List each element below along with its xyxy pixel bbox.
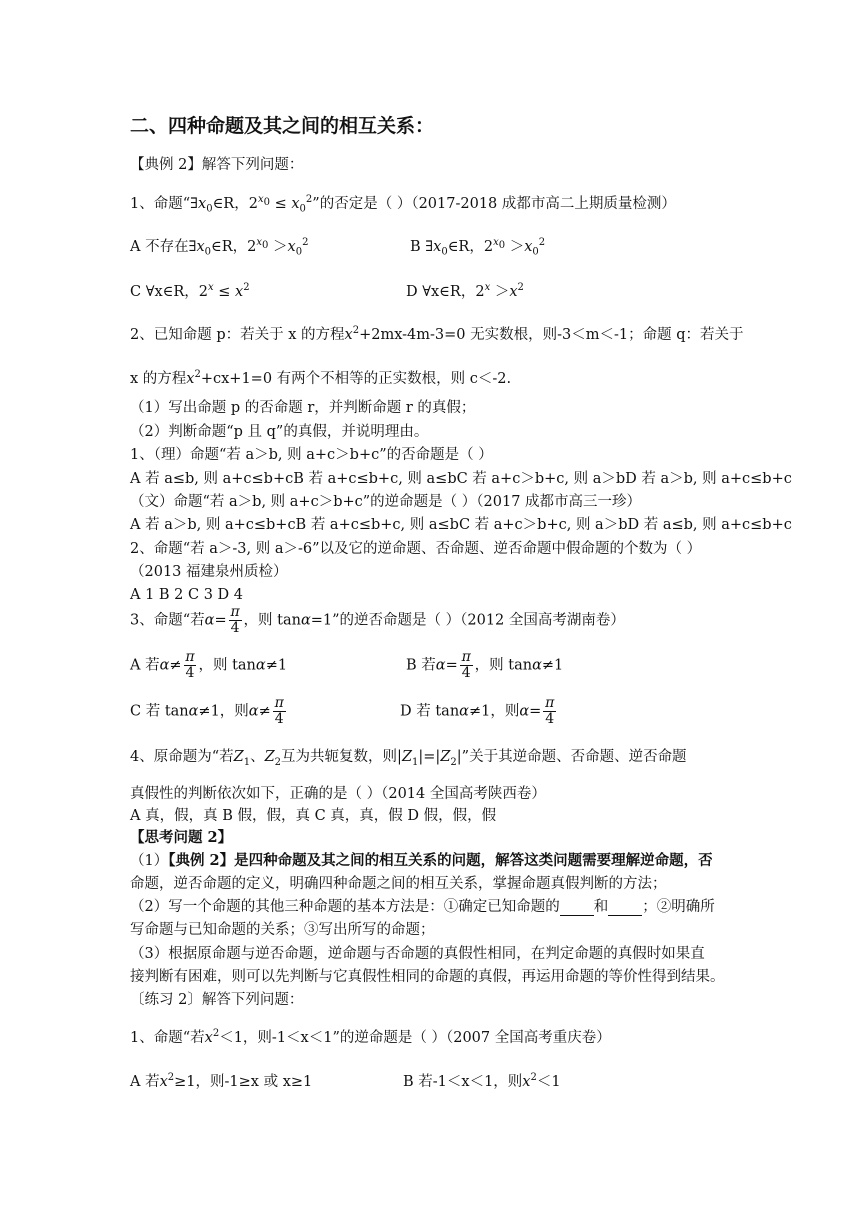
q3-option-d: D 若 tanα≠1，则α= $\frac{\pi}{4}$ — [400, 695, 555, 727]
q1-stem: 1、命题“$\exists x_0\in R$，$2^{x_0} \le x_0^2$”的否定是（ ）（2017-2018 成都市高二上期质量检测） — [130, 194, 676, 215]
q4-line3: A 真，假，真 B 假，假，真 C 真，真，假 D 假，假，假 — [130, 808, 497, 824]
block-line-5: 2、命题“若 a＞-3, 则 a＞-6”以及它的逆命题、否命题、逆否命题中假命题的个数为（ ） — [130, 541, 702, 557]
block-line-2: A 若 a≤b, 则 a+c≤b+cB 若 a+c≤b+c, 则 a≤bC 若 a+c＞b+c, 则 a＞bD 若 a＞b, 则 a+c≤b+c — [130, 471, 792, 487]
q3-option-a: A 若α≠ $\frac{\pi}{4}$ ，则 tanα≠1 — [130, 649, 288, 681]
practice-q1: 1、命题“若$x^2<1$，则-1＜x＜1”的逆命题是（ ）（2007 全国高考重庆卷） — [130, 1028, 611, 1046]
q1-option-c: C ∀x∈R，$2^x \le x^2$ — [130, 282, 250, 300]
think-p1-line2: 命题，逆否命题的定义，明确四种命题之间的相互关系，掌握命题真假判断的方法； — [130, 876, 667, 892]
blank-2 — [608, 901, 642, 916]
practice-option-a: A 若$x^2\ge 1$，则-1≥x 或 x≥1 — [130, 1072, 313, 1090]
q2-line2: x 的方程$x^2+cx+1=0$ 有两个不相等的正实数根，则 c＜-2. — [130, 369, 512, 387]
practice-option-b: B 若-1＜x＜1，则$x^2<1$ — [403, 1072, 561, 1090]
think-title: 【思考问题 2】 — [130, 829, 233, 846]
think-p1-line1: （1）【典例 2】是四种命题及其之间的相互关系的问题，解答这类问题需要理解逆命题，否 — [130, 852, 713, 869]
q2-line1: 2、已知命题 p：若关于 x 的方程$x^2+2mx-4m-3=0$ 无实数根，则-3＜m＜-1；命题 q：若关于 — [130, 325, 744, 343]
q3-stem: 3、命题“若α= $\frac{\pi}{4}$ ，则 tanα=1”的逆否命题是（ ）（2012 全国高考湖南卷） — [130, 604, 625, 636]
q3-option-c: C 若 tanα≠1，则α≠ $\frac{\pi}{4}$ — [130, 695, 284, 727]
section-title: 二、四种命题及其之间的相互关系： — [130, 115, 435, 137]
think-p3-line1: （3）根据原命题与逆否命题，逆命题与否命题的真假性相同，在判定命题的真假时如果直 — [130, 946, 705, 962]
block-line-6: （2013 福建泉州质检） — [130, 564, 288, 580]
q1-option-d: D ∀x∈R，$2^x >x^2$ — [406, 282, 524, 300]
block-line-4: A 若 a＞b, 则 a+c≤b+cB 若 a+c≤b+c, 则 a≤bC 若 a+c＞b+c, 则 a＞bD 若 a≤b, 则 a+c≤b+c — [130, 517, 792, 533]
q2-sub1: （1）写出命题 p 的否命题 r，并判断命题 r 的真假； — [130, 400, 476, 416]
q1-option-b: B $\exists x_0\in R$，$2^{x_0} >x_0^2$ — [410, 237, 546, 258]
example2-header: 【典例 2】解答下列问题： — [130, 157, 304, 173]
block-line-3: （文）命题“若 a＞b, 则 a+c＞b+c”的逆命题是（ ）（2017 成都市高三一珍） — [130, 494, 642, 510]
q3-option-b: B 若α= $\frac{\pi}{4}$ ，则 tanα≠1 — [406, 649, 564, 681]
q2-sub2: （2）判断命题“p 且 q”的真假，并说明理由。 — [130, 424, 429, 440]
block-line-7: A 1 B 2 C 3 D 4 — [130, 587, 244, 603]
block-line-1: 1、（理）命题“若 a＞b, 则 a+c＞b+c”的否命题是（ ） — [130, 447, 493, 463]
q1-option-a: A 不存在$\exists x_0\in R$，$2^{x_0} >x_0^2$ — [130, 237, 309, 258]
q4-line1: 4、原命题为“若$Z_1$、$Z_2$互为共轭复数，则$|Z_1|=|Z_2|$”关于其逆命题、否命题、逆否命题 — [130, 749, 687, 768]
q4-line2: 真假性的判断依次如下，正确的是（ ）（2014 全国高考陕西卷） — [130, 786, 546, 802]
blank-1 — [560, 901, 594, 916]
think-p2-line2: 写命题与已知命题的关系；③写出所写的命题； — [130, 922, 435, 938]
think-p3-line2: 接判断有困难，则可以先判断与它真假性相同的命题的真假，再运用命题的等价性得到结果。 — [130, 969, 725, 985]
think-p2-line1: （2）写一个命题的其他三种命题的基本方法是：①确定已知命题的 和 ；②明确所 — [130, 899, 715, 915]
practice-header: 〔练习 2〕解答下列问题： — [130, 992, 304, 1008]
